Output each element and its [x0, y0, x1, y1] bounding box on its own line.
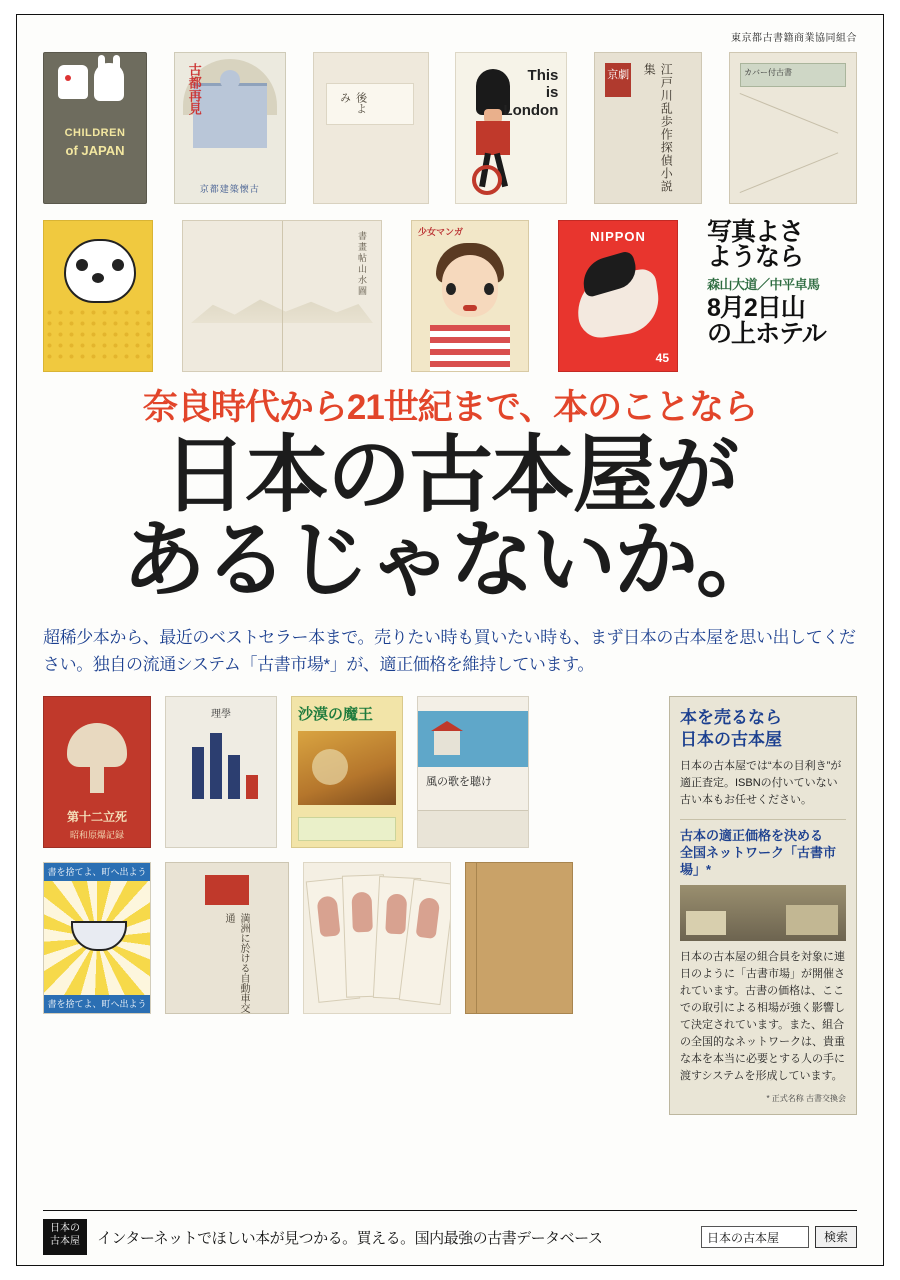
cover-band-text: カバー付古書	[743, 68, 792, 77]
magazine-title: NIPPON	[590, 229, 646, 244]
info-sub-heading	[680, 819, 846, 879]
cover-label-patch	[326, 83, 414, 125]
footer-bar	[43, 1210, 857, 1255]
book-title-line2: of JAPAN	[65, 143, 125, 158]
decor-eye-left	[446, 283, 456, 295]
decor-book-gutter	[282, 221, 283, 371]
book-title-line1: CHILDREN	[64, 127, 126, 139]
decor-dot-pattern	[44, 307, 152, 365]
book-bottom-text: 書を捨てよ、町へ出よう	[44, 995, 150, 1013]
info-body-2: 日本の古本屋の組合員を対象に連日のように「古書市場」が開催されています。古書の価格は、ここでの取引による相場が強く影響して決定されています。また、組合の全国的なネットワークは、貴重な本を本当に必要とする人の手に渡すシステムを形成しています。	[680, 950, 845, 1083]
book-cover-edo-drama	[594, 52, 702, 204]
organization-credit: 東京都古書籍商業協同組合	[731, 33, 857, 44]
open-book-ukiyoe-scroll	[182, 220, 382, 372]
decor-mushroom-cloud	[67, 723, 127, 767]
poster-sheet	[16, 14, 884, 1266]
market-photo	[680, 885, 846, 941]
main-headline	[43, 427, 857, 608]
main-headline-line2: あるじゃないか。	[121, 513, 778, 608]
decor-striped-shirt	[430, 325, 510, 371]
book-caption: 京都建築懐古	[199, 184, 260, 194]
cover-band	[740, 63, 846, 87]
book-cover-plain-label	[313, 52, 429, 204]
lower-gallery-row-1	[43, 696, 653, 848]
decor-dog-nose	[92, 273, 104, 283]
search-button[interactable]: 検索	[815, 1226, 857, 1248]
info-heading-line2: 日本の古本屋	[680, 729, 782, 749]
decor-white-shape	[58, 65, 88, 99]
search-widget	[701, 1226, 857, 1248]
ad-line5-venue: の上ホテル	[707, 320, 826, 349]
book-red-label: 京劇	[605, 63, 631, 97]
decor-red-label	[205, 875, 249, 905]
magazine-issue-number: 45	[655, 351, 669, 365]
book-subtitle: 昭和原爆記録	[69, 830, 124, 841]
book-cover-vellum-bound	[465, 862, 573, 1014]
underground-logo-icon	[472, 165, 502, 195]
main-headline-line1: 日本の古本屋が	[162, 427, 737, 522]
info-sub-heading-line2: 全国ネットワーク「古書市場」*	[680, 845, 837, 877]
ad-line4-date: 8月2日山	[707, 294, 805, 322]
decor-figure	[316, 896, 340, 938]
book-title	[503, 67, 558, 119]
site-logo[interactable]	[43, 1219, 87, 1255]
book-cover-yellow-dog	[43, 220, 153, 372]
book-cover-kaze-no-uta	[417, 696, 529, 848]
decor-bar-4	[246, 775, 258, 799]
decor-binding-line	[476, 863, 477, 1013]
info-body-1: 日本の古本屋では“本の目利き”が適正査定。ISBNの付いていない古い本もお任せください。	[680, 759, 842, 807]
info-heading	[680, 707, 846, 750]
book-cover-wrapped-parcel	[729, 52, 857, 204]
book-title: 沙漠の魔王	[298, 706, 374, 724]
obi-band	[418, 810, 528, 847]
decor-bottom-band	[298, 817, 396, 841]
book-cover-shoujo-manga	[411, 220, 529, 372]
book-top-text: 書を捨てよ、町へ出よう	[44, 863, 150, 881]
decor-lips	[463, 305, 477, 311]
book-caption: 理學	[211, 709, 231, 721]
decor-figure	[416, 897, 441, 939]
sub-headline: 奈良時代から21世紀まで、本のことなら	[142, 388, 758, 427]
book-title-line1: This	[527, 67, 559, 84]
decor-vertical-text: 書畫帖山水圖	[357, 231, 367, 297]
ukiyoe-print-set	[303, 862, 451, 1014]
decor-building	[193, 83, 267, 148]
book-title: 第十二立死	[66, 810, 127, 825]
info-heading-line1: 本を売るなら	[680, 708, 782, 728]
decor-rabbit-shape	[94, 63, 124, 101]
sell-books-info-box	[669, 696, 857, 1115]
decor-fold-lines	[740, 93, 846, 193]
decor-illustration	[298, 731, 396, 805]
book-title-line3: London	[503, 101, 559, 119]
book-title-line2: is	[545, 84, 559, 102]
info-sub-heading-line1: 古本の適正価格を決める	[680, 828, 824, 844]
magazine-cover-nippon	[558, 220, 678, 372]
ad-line1: 写真よさ	[707, 218, 804, 246]
book-title: 風の歌を聴け	[426, 776, 492, 789]
book-label-text: 後よみ	[338, 92, 367, 114]
book-vertical-title: 古都再見	[186, 63, 202, 115]
book-vertical-title: 満洲に於ける自動車交通	[223, 913, 249, 1014]
decor-bar-3	[228, 755, 240, 799]
decor-house	[434, 731, 460, 755]
decor-cloud-stem	[90, 763, 104, 793]
decor-bar-1	[192, 747, 204, 799]
book-cover-manshu-railway	[165, 862, 289, 1014]
site-logo-line2: 古本屋	[50, 1235, 80, 1247]
lower-gallery	[43, 696, 653, 1115]
book-cover-red-atomic	[43, 696, 151, 848]
lower-section	[43, 696, 857, 1115]
second-gallery	[43, 220, 857, 372]
photo-exhibition-ad	[707, 220, 857, 372]
search-input[interactable]: 日本の古本屋	[701, 1226, 809, 1248]
ad-line3-authors: 森山大道／中平卓馬	[707, 277, 820, 292]
book-cover-kyoto-architecture	[174, 52, 286, 204]
book-cover-children-of-japan	[43, 52, 147, 204]
decor-dog-face	[64, 239, 136, 303]
top-gallery	[43, 52, 857, 204]
decor-guard-body	[476, 121, 510, 155]
decor-figure	[385, 894, 407, 935]
book-cover-sho-wo-suteyo	[43, 862, 151, 1014]
decor-bar-2	[210, 733, 222, 799]
lead-paragraph: 超稀少本から、最近のベストセラー本まで。売りたい時も買いたい時も、まず日本の古本屋を思い出してください。独自の流通システム「古書市場*」が、適正価格を維持しています。	[43, 628, 856, 675]
book-cover-sabaku-no-maou	[291, 696, 403, 848]
book-cover-this-is-london	[455, 52, 567, 204]
ad-line2: ようなら	[707, 243, 804, 271]
footer-tagline: インターネットでほしい本が見つかる。買える。国内最強の古書データベース	[97, 1229, 603, 1247]
book-cover-physics-chart	[165, 696, 277, 848]
magazine-top-text: 少女マンガ	[418, 227, 464, 237]
site-logo-line1: 日本の	[50, 1223, 80, 1234]
decor-figure	[351, 892, 372, 933]
book-vertical-title: 江戸川乱歩作探偵小説集	[642, 63, 674, 193]
decor-eye-right	[484, 283, 494, 295]
lower-gallery-row-2	[43, 862, 653, 1014]
info-footnote: * 正式名称 古書交換会	[766, 1094, 846, 1104]
